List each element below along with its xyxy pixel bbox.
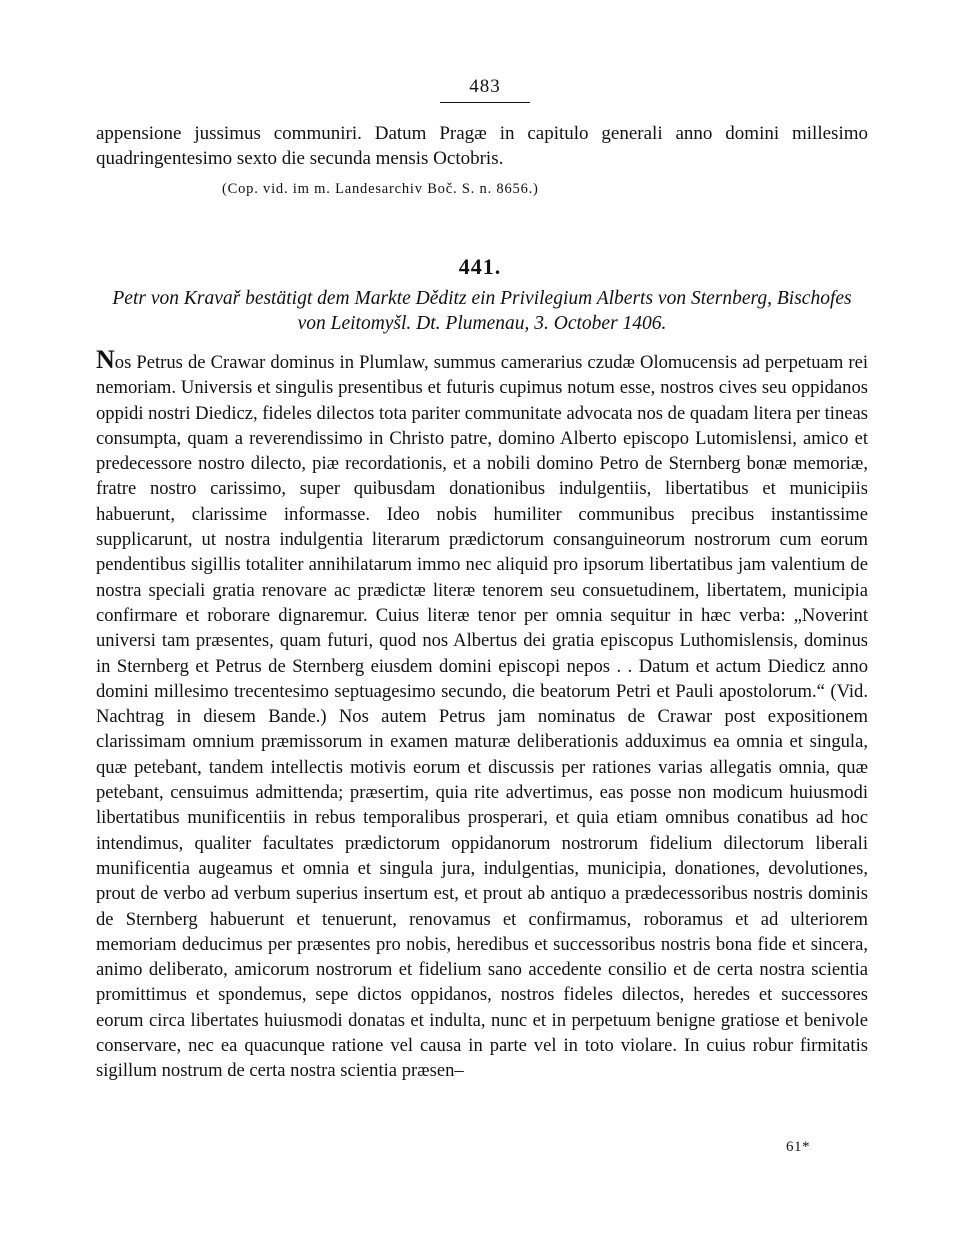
previous-document-text <box>96 122 868 171</box>
document-body <box>96 345 868 1084</box>
page-number: 483 <box>469 76 501 97</box>
source-note: (Cop. vid. im m. Landesarchiv Boč. S. n. 8656.) <box>222 181 539 197</box>
drop-initial: N <box>96 345 115 374</box>
document-paragraph <box>96 345 868 1084</box>
document-text: os Petrus de Crawar dominus in Plumlaw, summus camerarius czudæ Olomucensis ad perpetuam rei nemoriam. Universis et singulis presentibus et futuris cupimus notum esse, nostros cives seu oppidanos oppidi nostri Diedicz, fideles dilectos tota pariter communitate advocata nos de quadam litera per tineas consumpta, quam a reverendissimo in Christo patre, domino Alberto episcopo Lutomislensi, amico et predecessore nostro dilecto, piæ recordationis, et a nobili domino Petro de Sternberg bonæ memoriæ, fratre nostro carissimo, super quibusdam donationibus indulgentiis, libertatibus et municipiis habuerunt, clarissime informasse. Ideo nobis humiliter communibus precibus instantissime supplicarunt, ut nostra indulgentia literarum prædictorum consanguineorum nostrorum cum eorum pendentibus sigillis totaliter annihilatarum immo nec aliquid pro ipsorum libertatibus jam valentium de nostra speciali gratia renovare ac prædictæ literæ tenorem seu consuetudinem, libertatem, municipia confirmare et roborare dignaremur. Cuius literæ tenor per omnia sequitur in hæc verba: „Noverint universi tam præsentes, quam futuri, quod nos Albertus dei gratia episcopus Luthomislensis, dominus in Sternberg et Petrus de Sternberg eiusdem domini episcopi nepos . . Datum et actum Diedicz anno domini millesimo trecentesimo septuagesimo secundo, die beatorum Petri et Pauli apostolorum.“ (Vid. Nachtrag in diesem Bande.) Nos autem Petrus jam nominatus de Crawar post expositionem clarissimam omnium præmissorum in examen maturæ deliberationis adduximus ea omnia et singula, quæ petebant, tandem intellectis motivis eorum et discussis per rationes varias allegatis omnia, quæ petebant, censuimus admittenda; præsertim, quia rite advertimus, eas posse non modicum huiusmodi libertatibus munificentiis in rebus temporalibus prosperari, et quia etiam omnibus conatibus ad hoc intendimus, qualiter facultates prædictorum oppidanorum nostrorum fidelium dilectorum liberali munificentia augeamus et omnia et singula jura, indulgentias, municipia, donationes, devolutiones, prout de verbo ad verbum superius insertum est, et prout ab antiquo a prædecessoribus nostris dominis de Sternberg habuerunt et tenuerunt, renovamus et confirmamus, roboramus et ad ulteriorem memoriam deducimus per præsentes pro nobis, heredibus et successoribus nostris bona fide et sincera, animo deliberato, amicorum nostrorum et fidelium sano accedente consilio et de certa nostra scientia promittimus et spondemus, sepe dictos oppidanos, nostros fideles dilectos, heredes et successores eorum circa libertates huiusmodi donatas et indulta, nunc et in perpetuum benigne gratiose et benivole conservare, nec ea quacunque ratione vel causa in parte vel in toto violare. In cuius robur firmitatis sigillum nostrum de certa nostra scientia præsen– <box>96 352 868 1082</box>
signature-mark: 61* <box>786 1139 810 1155</box>
previous-document-closing: appensione jussimus communiri. Datum Pragæ in capitulo generali anno domini millesimo quadringentesimo sexto die secunda mensis Octobris. <box>96 123 868 169</box>
document-heading: Petr von Kravař bestätigt dem Markte Děditz ein Privilegium Alberts von Sternberg, Bischofes von Leitomyšl. Dt. Plumenau, 3. October 1406. <box>112 288 852 334</box>
document-number: 441. <box>458 254 502 279</box>
page-number-rule <box>440 102 530 103</box>
